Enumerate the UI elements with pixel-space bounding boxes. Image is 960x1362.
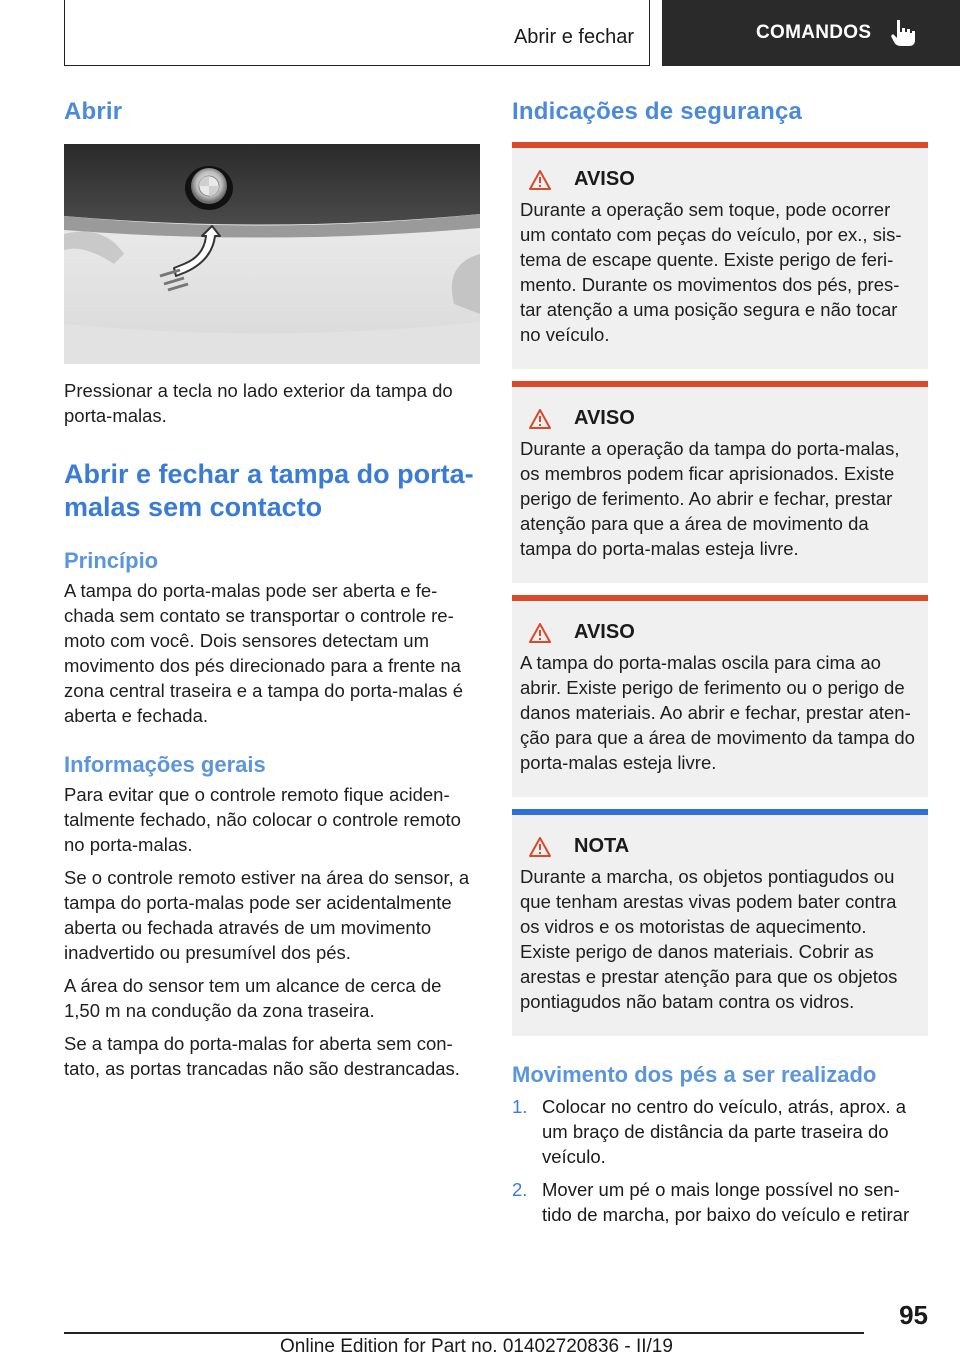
warning-text: Durante a operação da tampa do porta-malas, os membros podem ficar aprisionados. Existe perigo de ferimento. Ao abrir e fechar, prestar atenção para que a área de movimento da tampa do porta-malas esteja livre. [520, 438, 900, 559]
warning-box [512, 595, 928, 797]
note-title: NOTA [574, 835, 630, 857]
footer-edition: Online Edition for Part no. 01402720836 - II/19 [280, 1336, 673, 1357]
warning-triangle-icon [528, 408, 552, 430]
warning-text: Durante a operação sem toque, pode ocorrer um contato com peças do veículo, por ex., sis-tema de escape quente. Existe perigo de feri-mento. Durante os movimentos dos pés, pres-tar atenção a uma posição segura e não tocar no veículo. [520, 199, 902, 345]
heading-informacoes: Informações gerais [64, 752, 266, 777]
header-chapter-tab [662, 0, 960, 66]
page-number: 95 [899, 1300, 928, 1330]
step-text: Colocar no centro do veículo, atrás, aprox. a um braço de distância da parte traseira do veículo. [542, 1096, 907, 1167]
paragraph-pressionar: Pressionar a tecla no lado exterior da tampa do porta-malas. [64, 380, 453, 426]
warning-title: AVISO [574, 407, 635, 429]
heading-sem-contacto: Abrir e fechar a tampa do porta-malas sem contacto [64, 459, 474, 522]
header-section-title: Abrir e fechar [513, 26, 634, 48]
warning-triangle-icon [528, 836, 552, 858]
heading-seguranca: Indicações de segurança [512, 98, 803, 125]
warning-text: A tampa do porta-malas oscila para cima ao abrir. Existe perigo de ferimento ou o perigo de danos materiais. Ao abrir e fechar, prestar aten-ção para que a área de movimento da tampa do porta-malas esteja livre. [520, 652, 915, 773]
header-chapter-label: COMANDOS [756, 22, 872, 43]
heading-movimento: Movimento dos pés a ser realizado [512, 1062, 877, 1087]
heading-principio: Princípio [64, 548, 159, 573]
list-item [512, 1177, 928, 1227]
warning-title: AVISO [574, 168, 635, 190]
steps-list [512, 1094, 928, 1227]
warning-triangle-icon [528, 622, 552, 644]
paragraph-info-1: Para evitar que o controle remoto fique aciden-talmente fechado, não colocar o controle remoto no porta-malas. [64, 784, 461, 855]
warning-box [512, 142, 928, 369]
pointing-hand-icon [889, 18, 917, 48]
list-item [512, 1094, 928, 1169]
left-column [64, 98, 482, 1081]
warning-title: AVISO [574, 621, 635, 643]
right-column [512, 98, 928, 1235]
step-number: 2. [512, 1179, 528, 1200]
note-text: Durante a marcha, os objetos pontiagudos ou que tenham arestas vivas podem bater contra os vidros e os motoristas de aquecimento. Existe perigo de danos materiais. Cobrir as arestas e prestar atenção para que os objetos pontiagudos não batam contra os vidros. [520, 866, 898, 1012]
paragraph-info-3: A área do sensor tem um alcance de cerca de 1,50 m na condução da zona traseira. [64, 975, 442, 1021]
step-text: Mover um pé o mais longe possível no sen-tido de marcha, por baixo do veículo e retirar [542, 1179, 910, 1225]
tailgate-button-photo [64, 144, 480, 364]
warning-triangle-icon [528, 169, 552, 191]
paragraph-info-2: Se o controle remoto estiver na área do sensor, a tampa do porta-malas pode ser acidentalmente aberta ou fechada através de um movimento inadvertido ou presumível dos pés. [64, 867, 470, 963]
note-box [512, 809, 928, 1036]
paragraph-principio: A tampa do porta-malas pode ser aberta e fe-chada sem contato se transportar o controle re-moto com você. Dois sensores detectam um movimento dos pés direcionado para a frente na zona central traseira e a tampa do porta-malas é aberta e fechada. [64, 580, 463, 726]
heading-abrir: Abrir [64, 98, 123, 125]
paragraph-info-4: Se a tampa do porta-malas for aberta sem con-tato, as portas trancadas não são destrancadas. [64, 1033, 460, 1079]
step-number: 1. [512, 1096, 528, 1117]
footer-divider [64, 1332, 864, 1334]
warning-box [512, 381, 928, 583]
